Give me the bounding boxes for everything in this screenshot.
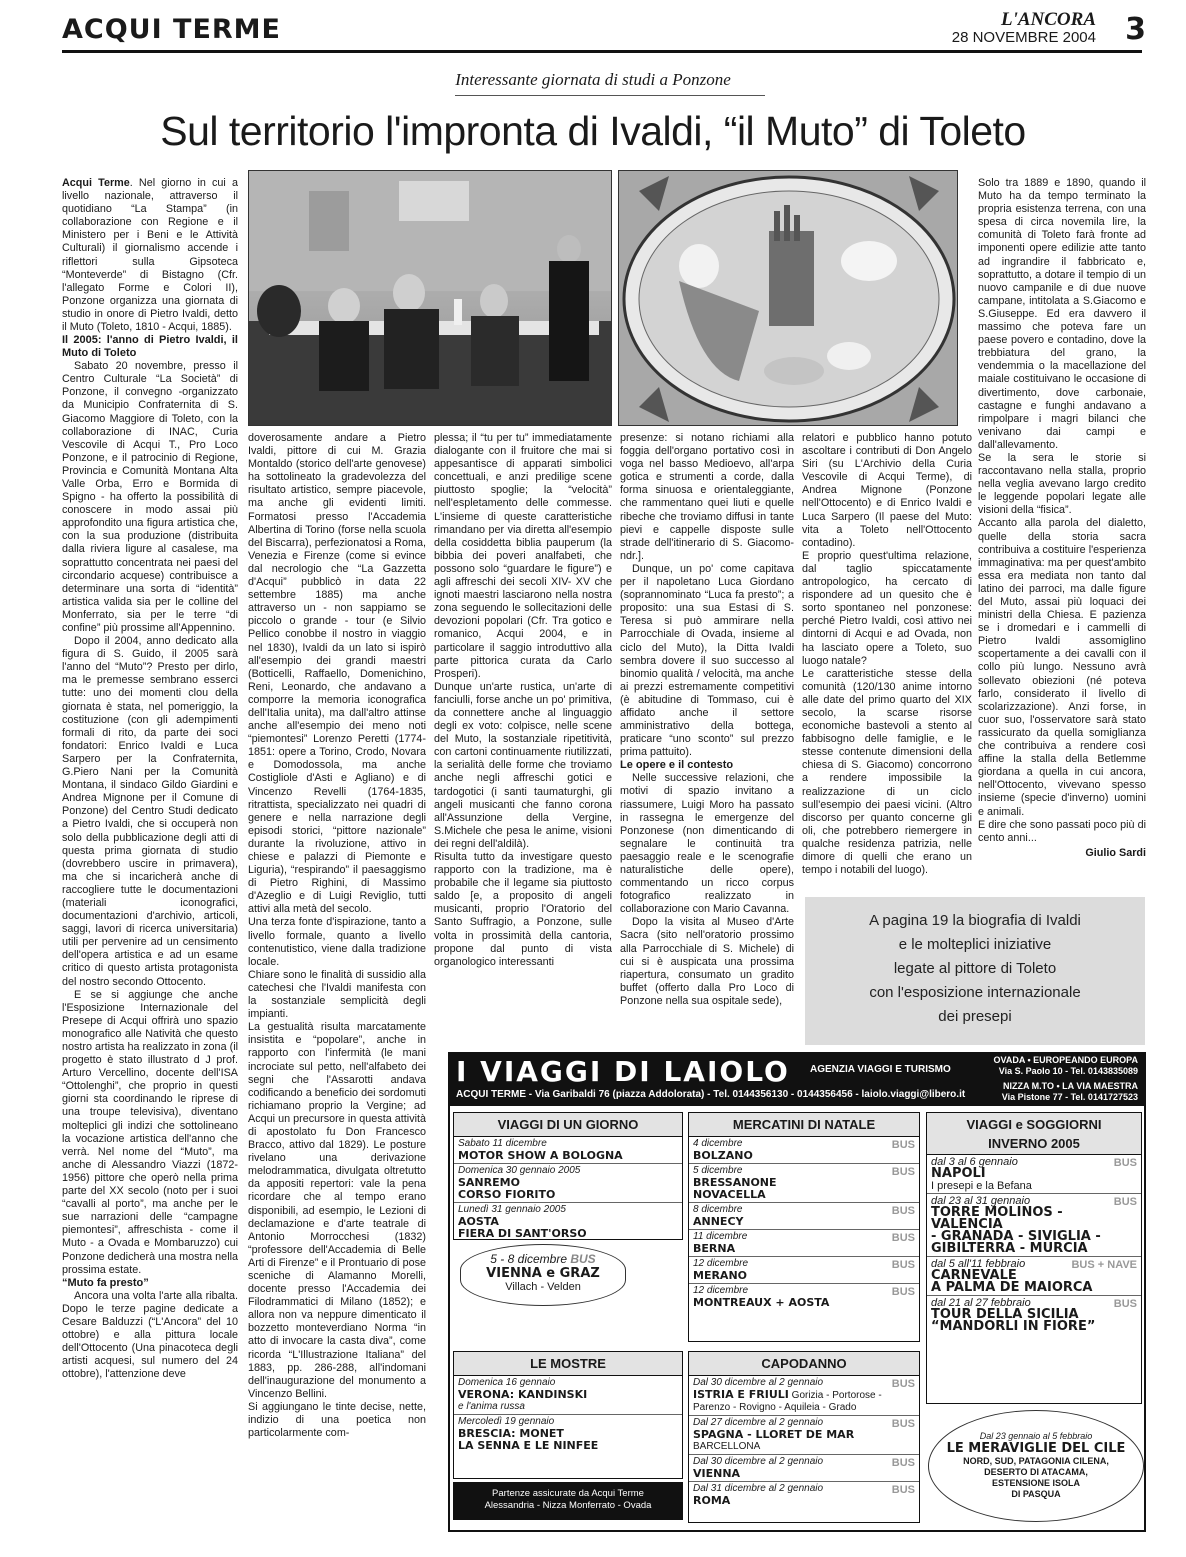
ad-section-heading: LE MOSTRE xyxy=(454,1352,682,1376)
ad-title: I VIAGGI DI LAIOLO xyxy=(456,1055,790,1088)
trip-date: 12 dicembre xyxy=(693,1258,749,1269)
article-column-6 xyxy=(978,177,1146,892)
bus-label: BUS xyxy=(891,1378,915,1390)
bus-label: BUS xyxy=(1113,1298,1137,1310)
ad-trip xyxy=(454,1164,682,1203)
ad-address: ACQUI TERME - Via Garibaldi 76 (piazza Addolorata) - Tel. 0144356130 - 0144356456 - laiolo.viaggi@libero.it xyxy=(456,1089,966,1100)
col4-paragraph: Dunque, un po' come capitava per il napoletano Luca Giordano (soprannominato “Luca fa presto”; a proposito: una sua Estasi di S. Teresa si può ammirare nella Parrocchiale di Ovada, insieme al ciclo del Muto), la Ditta Ivaldi sembra dovere il suo successo al binomio qualità / velocità, ma anche ai prezzi estremamente competitivi (è abitudine di Tommaso, cui è affidato anche il settore amministrativo della bottega, praticare “uno sconto” sul prezzo prima pattuito). xyxy=(620,562,794,759)
col1-paragraph: Ancora una volta l'arte alla ribalta. Dopo le terze pagine dedicate a Cesare Balduzzi (“L'Ancora” del 10 ottobre) e alla pittura locale dell'Ottocento (Una pinacoteca degli artisti acquesi, sul numero del 24 ottobre), l'attenzione deve xyxy=(62,1289,238,1381)
ad-exhibitions xyxy=(453,1351,683,1479)
bus-label: BUS xyxy=(891,1484,915,1496)
heading-line: INVERNO 2005 xyxy=(988,1136,1080,1151)
trip-date: dal 3 al 6 gennaio xyxy=(931,1156,1018,1168)
chile-date: Dal 23 gennaio al 5 febbraio xyxy=(979,1431,1093,1441)
ad-branch-ovada: OVADA • EUROPEANDO EUROPA xyxy=(993,1055,1138,1065)
ad-trip xyxy=(689,1164,919,1203)
ad-trip xyxy=(927,1257,1141,1296)
trip-destination: CORSO FIORITO xyxy=(458,1188,556,1201)
col6-text: Solo tra 1889 e 1890, quando il Muto ha da tempo terminato la propria esistenza terrena, con una spesa di circa novemila lire, la comunità di Toleto farà fronte ad imponenti opere edilizie atte tanto ad ingrandire il fabbricato e, soprattutto, a dotare il tempio di un nuovo campanile e di due nuove campane, intitolata a S.Giacomo e S.Giuseppe. Ed era davvero il massimo che poteva fare un paese povero e contadino, dove la trebbiatura del grano, la vendemmia o la macellazione del maiale costituivano le occasione di divertimento, dove carbonaie, castagne e funghi andavano a rimpolpare i magri bilanci che venivano dai campi e dall'allevamento. Se la sera le storie si raccontavano nella stalla, proprio nella veglia avevano largo credito le leggende popolari legate alle visioni della “fisica”. Accanto alla parola del dialetto, quelle della storia sacra contribuiva a costituire l'esperienza immaginativa: ma per quest'ambito essa era mediata non tanto dal latino dei parroci, ma dalle figure del Muto, assai più loquaci dei ministri della Chiesa. E pazienza se i dromedari e i cammelli di Pietro Ivaldi assomiglino scopertamente a dei cavalli con il collo più lungo. Nessuno avrà sollevato obiezioni (né poteva farlo, considerato il livello di scolarizzazione). Anzi forse, in cuor suo, l'osservatore sarà stato rassicurato da quella somiglianza che contribuiva a rendere così affine la stalla della Betlemme giordana a quella in cui ancora, nell'Ottocento, vivevano spesso insieme (specie d'inverno) uomini e animali. E dire che sono passati poco più di cento anni... xyxy=(978,177,1146,844)
col1-paragraph xyxy=(62,177,238,334)
ad-trip xyxy=(689,1203,919,1230)
article-column-1 xyxy=(62,177,238,1532)
trip-destination: NAPOLI xyxy=(931,1166,986,1181)
trip-destination: MERANO xyxy=(693,1269,748,1282)
article-column-4 xyxy=(620,432,794,1047)
col4-paragraph: presenze: si notano richiami alla foggia dell'organo portativo così in voga nel basso Medioevo, all'arpa gotica e strumenti a corde, dalla forma sinuosa e orientaleggiante, che rammentano quei liuti e quelle ribeche che troviamo diffusi in tante pievi e cappelle disposte sulle strade dell'itinerario di S. Giacomo- ndr.]. xyxy=(620,432,794,562)
ad-trip xyxy=(927,1296,1141,1334)
ad-trip xyxy=(454,1203,682,1241)
ad-trip xyxy=(927,1194,1141,1257)
trip-date: 11 dicembre xyxy=(693,1231,748,1242)
trip-destination: - GRANADA - SIVIGLIA - xyxy=(931,1229,1101,1244)
bus-label: BUS xyxy=(891,1457,915,1469)
trip-date: 12 dicembre xyxy=(693,1285,749,1296)
bus-label: BUS xyxy=(1113,1157,1137,1169)
trip-destination: LA SENNA E LE NINFEE xyxy=(458,1439,599,1452)
ad-trip xyxy=(454,1137,682,1164)
trip-sub: Gorizia - Portorose - Parenzo - Rovigno - Aquileia - Grado xyxy=(693,1390,882,1413)
trip-date: 4 dicembre xyxy=(693,1138,743,1149)
bus-label: BUS xyxy=(891,1232,915,1244)
ad-section-heading: CAPODANNO xyxy=(689,1352,919,1376)
trip-destination: CARNEVALE xyxy=(931,1268,1017,1283)
header-rule xyxy=(62,50,1142,53)
article-headline: Sul territorio l'impronta di Ivaldi, “il Muto” di Toleto xyxy=(160,108,1026,154)
trip-date: Mercoledì 19 gennaio xyxy=(458,1416,555,1427)
trip-destination: TOUR DELLA SICILIA xyxy=(931,1307,1079,1322)
article-column-3 xyxy=(434,432,612,1047)
kicker-rule xyxy=(455,95,765,96)
departures-line: Alessandria - Nizza Monferrato - Ovada xyxy=(484,1500,652,1511)
trip-destination: “MANDORLI IN FIORE” xyxy=(931,1319,1096,1334)
dateline: Acqui Terme xyxy=(62,177,130,189)
bus-label: BUS xyxy=(891,1205,915,1217)
ad-section-heading: MERCATINI DI NATALE xyxy=(689,1113,919,1137)
trip-destination: ISTRIA E FRIULI xyxy=(693,1388,789,1401)
article-column-5 xyxy=(802,432,972,892)
bus-label: BUS xyxy=(891,1139,915,1151)
ad-section-heading: VIAGGI DI UN GIORNO xyxy=(454,1113,682,1137)
biobox-line: con l'esposizione internazionale xyxy=(869,984,1081,1001)
col2-text: doverosamente andare a Pietro Ivaldi, pittore di cui M. Grazia Montaldo (storico dell'arte genovese) ha sottolineato la gradevolezza del risultato artistico, sempre piacevole, ma anche gli evidenti limiti. Formatosi presso l'Accademia Albertina di Torino (forse nella scuola del Biscarra), perfezionatosi a Roma, Venezia e Firenze (come si evince dal necrologio che “La Gazzetta d'Acqui” pubblicò in data 22 settembre 1885) ma anche attraverso un - non sappiamo se piccolo o grande - tour (e Silvio Pellico conobbe il nostro in viaggio nel 1830), Ivaldi da un lato si ispirò all'esempio dei grandi maestri (Botticelli, Raffaello, Domenichino, Reni, Leonardo, che andavano a comporre la memoria iconografica dell'Italia unita), ma dall'altro attinse anche all'esempio dei meno noti “piemontesi” Lorenzo Peretti (1774-1851: opere a Torino, Crodo, Novara e Domodossola, ma anche Costigliole d'Asti e Agliano) e di Vincenzo Revelli (1764-1835, ritrattista, specializzato nei quadri di genere e nella narrazione degli episodi storici, “pittore nazionale” durante la rivoluzione, attivo in chiese e palazzi di Piemonte e Liguria), “respirando” il paesaggismo di Pietro Righini, di Massimo d'Azeglio e di Luigi Reviglio, tutti attivi alla metà del secolo. Una terza fonte d'ispirazione, tanto a livello formale, quanto a livello contenutistico, viene dalla tradizione locale. Chiare sono le finalità di sussidio alla catechesi che l'Ivaldi manifesta con la sostanziale semplicità degli impianti. La gestualità risulta marcatamente insistita e “popolare”, anche in rapporto con l'infermità (le mani incrociate sul petto, nell'alfabeto dei segni che l'Assarotti andava codificando a beneficio dei sordomuti richiamano proprio la Vergine; ad Acqui un precursore in questa attività di apostolato fu Don Francesco Bracco, attivo dal 1829). Le posture rivelano una derivazione melodrammatica, divulgata oltretutto da appositi repertori: vale la pena ricordare che al tempo erano disponibili, ad esempio, le Lezioni di declamazione e d'arte teatrale di Antonio Morrocchesi (1832) “professore dell'Accademia di Belle Arti di Firenze” e il Prontuario di pose sceniche di Alamanno Morelli, docente presso l'Accademia dei Filodrammatici di Milano (1852); e allora non va neppure dimenticato il bozzetto monteverdiano Norma “in atto di invocare la casta diva”, come ricorda “L'Illustrazione Italiana” del 1883, pp. 286-288, all'indomani dell'inaugurazione del monumento a Vincenzo Bellini. Si aggiungano le tinte decise, nette, indizio di una poetica non particolarmente com- xyxy=(248,432,426,1440)
trip-sub: e l'anima russa xyxy=(458,1401,525,1412)
bus-label: BUS xyxy=(1113,1196,1137,1208)
col1-paragraph: E se si aggiunge che anche l'Esposizione Internazionale del Presepe di Acqui offrirà uno spazio monografico alle Natività che questo nostro artista ha realizzato in zona (il progetto è stato illustrato d J prof. Arturo Vercellino, docente dell'ISA “Ottolenghi”, che proprio in questi giorni sta coordinando le riprese di una troupe televisiva), diventano molteplici gli indizi che sottolineano la vocazione artistica dell'anno che verrà. Nel nome del “Muto”, ma anche di Alessandro Viazzi (1872-1956) pittore che operò nella prima parte del XX secolo (noto per i suoi “cavalli al porto”, ma anche per le sue narrazioni delle “campagne piemontesi”, affreschista - come il Muto - a Ovada e Mombaruzzo) cui Ponzone dedicherà una mostra nella prossima estate. xyxy=(62,988,238,1276)
trip-destination: NOVACELLA xyxy=(693,1188,766,1201)
section-title: ACQUI TERME xyxy=(62,14,281,45)
trip-destination: TORRE MOLINOS - VALENCIA xyxy=(931,1205,1063,1232)
departures-line: Partenze assicurate da Acqui Terme xyxy=(492,1488,644,1499)
ad-trip xyxy=(689,1230,919,1257)
page-number: 3 xyxy=(1125,12,1146,47)
ad-branch-ovada-addr: Via S. Paolo 10 - Tel. 0143835089 xyxy=(998,1066,1138,1076)
ad-branch-nizza-addr: Via Pistone 77 - Tel. 0141727523 xyxy=(1001,1092,1138,1102)
col5-text: relatori e pubblico hanno potuto ascoltare i contributi di Don Angelo Siri (su L'Archivio della Curia Vescovile di Acqui Terme), di Andrea Mignone (Ponzone nell'Ottocento) e di Enrico Ivaldi e Luca Sarpero (Il paese del Muto: vita a Toleto nell'Ottocento contadino). E proprio quest'ultima relazione, dal taglio spiccatamente antropologico, ha cercato di rispondere ad un quesito che è sorto spontaneo nel ponzonese: perché Pietro Ivaldi, così attivo nei dintorni di Acqui e ad Ovada, non ha lasciato opere a Toleto, suo luogo natale? Le caratteristiche stesse della comunità (120/130 anime intorno alle date del primo quarto del XIX secolo, la scarse risorse economiche bastevoli a stento al fabbisogno delle famiglie, e le stesse contenute dimensioni della chiesa di S. Giacomo) concorrono a rendere impossibile la realizzazione di un ciclo sull'esempio dei paesi vicini. (Altro discorso per quanto concerne gli oli, che potrebbero riemergere in qualche residenza patrizia, nelle dimore di quelli che erano un tempo i notabili del luogo). xyxy=(802,432,972,877)
trip-destination: A PALMA DE MAIORCA xyxy=(931,1280,1093,1295)
chile-sub: NORD, SUD, PATAGONIA CILENA, xyxy=(963,1456,1109,1466)
trip-date: Dal 31 dicembre al 2 gennaio xyxy=(693,1483,824,1494)
col1-text: . Nel giorno in cui a livello nazionale, attraverso il quotidiano “La Stampa” (in collaborazione con Regione e il Ministero per i Beni e le Attività Culturali) il giornalismo accende i riflettori sulla Gipsoteca “Monteverde” di Bistagno (Cfr. l'allegato Forme e Colori II), Ponzone organizza una giornata di studio in onore di Pietro Ivaldi, detto il Muto (Toleto, 1810 - Acqui, 1885). xyxy=(62,177,238,334)
ad-trip xyxy=(689,1137,919,1164)
ad-trip xyxy=(689,1455,919,1482)
trip-destination: ANNECY xyxy=(693,1215,744,1228)
trip-destination: MOTOR SHOW A BOLOGNA xyxy=(458,1149,623,1162)
trip-date: Dal 30 dicembre al 2 gennaio xyxy=(693,1456,824,1467)
bus-label: BUS xyxy=(891,1418,915,1430)
trip-date: Lunedì 31 gennaio 2005 xyxy=(458,1204,566,1215)
vienna-date: 5 - 8 dicembre BUS xyxy=(490,1252,596,1266)
travel-advertisement xyxy=(448,1052,1146,1532)
trip-date: 5 dicembre xyxy=(693,1165,743,1176)
trip-destination: SPAGNA - LLORET DE MAR xyxy=(693,1428,855,1441)
trip-destination: SANREMO xyxy=(458,1176,520,1189)
biography-box xyxy=(805,897,1145,1045)
trip-destination: FIERA DI SANT'ORSO xyxy=(458,1227,587,1240)
biobox-line: dei presepi xyxy=(938,1008,1012,1025)
trip-date: dal 23 al 31 gennaio xyxy=(931,1195,1031,1207)
col4-paragraph: Dopo la visita al Museo d'Arte Sacra (sito nell'oratorio prossimo alla Parrocchiale di S. Michele) di cui si è auspicata una prossima riapertura, consumato un gradito buffet (offerto dalla Pro Loco di Ponzone nella sua ospitale sede), xyxy=(620,916,794,1007)
masthead xyxy=(952,10,1096,46)
subheading: Le opere e il contesto xyxy=(620,759,734,772)
heading-line: VIAGGI e SOGGIORNI xyxy=(966,1117,1102,1132)
col3-text: plessa; il “tu per tu” immediatamente dialogante con il fruitore che mai si appesantisce di apparati simbolici concettuali, e anzi predilige scene piuttosto spoglie; la “velocità” nell'espletamento delle commesse. L'insieme di queste caratteristiche rimandano per via diretta all'esempio della cosiddetta biblia pauperum (la bibbia dei poveri analfabeti, che possono solo “guardare le figure”) e agli affreschi dei secoli XIV- XV che ignoti maestri lasciarono nella nostra zona seguendo le sollecitazioni delle devozioni popolari (Cfr. Tra gotico e romanico, Acqui 2004, e in particolare il saggio introduttivo alla parte pittorica curata da Carlo Prosperi). Dunque un'arte rustica, un'arte di fanciulli, forse anche un po' primitiva, da connettere anche al linguaggio degli ex voto: colpisce, nelle scene del Muto, la sostanziale ripetitività, con cartoni continuamente riutilizzati, la serialità delle forme che troviamo anche negli affreschi gotici e tardogotici (i santi taumaturghi, gli angeli musicanti che fanno corona all'Assunzione della Vergine, S.Michele che pesa le anime, visioni dei regni dell'aldilà). Risulta tutto da investigare questo rapporto con la tradizione, ma è probabile che il legame sia piuttosto saldo [e, a proposito di angeli musicanti, proprio l'Oratorio del Santo Suffragio, a Ponzone, sulle volta in prossimità della cantoria, propone dal punto di vista organologico interessanti xyxy=(434,432,612,968)
vienna-destination: VIENNA e GRAZ xyxy=(486,1266,600,1281)
trip-destination: GIBILTERRA - MURCIA xyxy=(931,1241,1088,1256)
ad-branch-nizza: NIZZA M.TO • LA VIA MAESTRA xyxy=(1003,1081,1138,1091)
vienna-sub: Villach - Velden xyxy=(505,1281,581,1293)
trip-sub: I presepi e la Befana xyxy=(931,1180,1032,1192)
issue-date: 28 NOVEMBRE 2004 xyxy=(951,28,1096,46)
paper-logo: L'ANCORA xyxy=(1000,9,1096,30)
ad-new-year xyxy=(688,1351,920,1523)
trip-destination: VIENNA xyxy=(693,1467,741,1480)
ad-banner xyxy=(450,1054,1144,1106)
trip-sub: BARCELLONA xyxy=(693,1441,761,1452)
trip-date: 8 dicembre xyxy=(693,1204,743,1215)
trip-date: Domenica 16 gennaio xyxy=(458,1377,556,1388)
ad-departures-note xyxy=(453,1482,683,1520)
col4-paragraph: Nelle successive relazioni, che motivi di spazio invitano a riassumere, Luigi Moro ha passato in rassegna le emergenze del Ponzonese (non dimenticando di segnalare le continuità tra paesaggio reale e le scenografie naturalistiche delle opere), commentando un ricco corpus fotografico realizzato in collaborazione con Mario Cavanna. xyxy=(620,772,794,916)
trip-date: Dal 27 dicembre al 2 gennaio xyxy=(693,1417,824,1428)
ad-trip xyxy=(689,1482,919,1508)
article-column-2 xyxy=(248,432,426,1532)
bus-label: BUS + NAVE xyxy=(1071,1259,1137,1271)
ad-tagline: AGENZIA VIAGGI E TURISMO xyxy=(810,1064,951,1075)
trip-destination: BOLZANO xyxy=(693,1149,753,1162)
trip-date: dal 21 al 27 febbraio xyxy=(931,1297,1031,1309)
ad-vienna-offer xyxy=(460,1244,626,1306)
trip-destination: BRESSANONE xyxy=(693,1176,777,1189)
chile-title: LE MERAVIGLIE DEL CILE xyxy=(946,1441,1126,1456)
trip-date: Sabato 11 dicembre xyxy=(458,1138,547,1149)
subheading: “Muto fa presto” xyxy=(62,1276,149,1289)
bus-label: BUS xyxy=(891,1166,915,1178)
ad-day-trips xyxy=(453,1112,683,1240)
chile-sub: DI PASQUA xyxy=(1011,1489,1061,1499)
ad-section-heading xyxy=(927,1113,1141,1155)
conference-photo xyxy=(248,170,612,426)
author-signature: Giulio Sardi xyxy=(1085,846,1146,859)
chile-sub: DESERTO DI ATACAMA, xyxy=(984,1467,1088,1477)
subheading: Il 2005: l'anno di Pietro Ivaldi, il Muto di Toleto xyxy=(62,334,238,360)
article-kicker: Interessante giornata di studi a Ponzone xyxy=(455,70,731,89)
biobox-line: A pagina 19 la biografia di Ivaldi xyxy=(869,912,1081,929)
ad-trip xyxy=(689,1257,919,1284)
ad-trip xyxy=(689,1416,919,1455)
bus-label: BUS xyxy=(891,1286,915,1298)
biobox-line: e le molteplici iniziative xyxy=(898,936,1052,953)
col1-paragraph: Sabato 20 novembre, presso il Centro Culturale “La Società” di Ponzone, il convegno -organizzato da Municipio Confraternita di S. Giacomo Maggiore di Toleto, con la collaborazione di INAC, Curia Vescovile di Acqui T., Pro Loco Ponzone, e il patrocinio di Regione, Provincia e Comunità Montana Alta Valle Orba, Erro e Bormida di Spigno - ha offerto la possibilità di conoscere in modo assai più approfondito una figura artistica che, con la sua produzione (distribuita dalla riviera ligure al casalese, ma soprattutto concentrata nei paesi del circondario acquese) contribuisce a determinare una sorta di “identità” artistica valida sia per le colline del Monferrato, sia per le terre “di confine” più prossime all'Appennino. xyxy=(62,360,238,634)
bus-label: BUS xyxy=(891,1259,915,1271)
ad-trip xyxy=(689,1284,919,1310)
fresco-photo xyxy=(618,170,958,426)
bus-label: BUS xyxy=(570,1252,596,1266)
biobox-line: legate al pittore di Toleto xyxy=(893,960,1057,977)
trip-date: dal 5 all'11 febbraio xyxy=(931,1258,1026,1270)
ad-winter-stays xyxy=(926,1112,1142,1404)
ad-trip xyxy=(927,1155,1141,1194)
trip-destination: BERNA xyxy=(693,1242,736,1255)
trip-date: Dal 30 dicembre al 2 gennaio xyxy=(693,1377,824,1388)
trip-destination: AOSTA xyxy=(458,1215,499,1228)
trip-destination: ROMA xyxy=(693,1494,731,1507)
trip-date: Domenica 30 gennaio 2005 xyxy=(458,1165,581,1176)
trip-destination: BRESCIA: MONET xyxy=(458,1427,564,1440)
chile-sub: ESTENSIONE ISOLA xyxy=(991,1478,1080,1488)
trip-destination: MONTREAUX + AOSTA xyxy=(693,1296,830,1309)
ad-trip xyxy=(689,1376,919,1416)
col1-paragraph: Dopo il 2004, anno dedicato alla figura di S. Guido, il 2005 sarà l'anno del “Muto”? Presto per dirlo, ma le premesse sembrano esserci tutte: uno dei momenti clou della giornata è stata, nel pomeriggio, la costituzione (con gli adempimenti formali di rito, da parte dei soci fondatori: Enrico Ivaldi e Luca Sarpero per la Confraternita, G.Piero Nani per la Comunità Montana, il sindaco Gildo Giardini e Andrea Mignone per il Comune di Ponzone) del Centro Studi dedicato a Pietro Ivaldi, che si occuperà non solo della pubblicazione degli atti di questa prima giornata di studio (dovrebbero uscire in primavera), ma che si incaricherà anche di raccogliere tutte le documentazioni (materiali iconografici, documentazioni d'archivio, articoli, saggi, lavori di ricerca universitaria) utili per pervenire ad un censimento dell'opera artistica e ad un esame critico di questo artista protagonista del nostro secondo Ottocento. xyxy=(62,635,238,988)
ad-trip xyxy=(454,1415,682,1453)
ad-trip xyxy=(454,1376,682,1415)
trip-destination: VERONA: KANDINSKI xyxy=(458,1388,588,1401)
ad-chile-offer xyxy=(928,1410,1144,1522)
ad-christmas-markets xyxy=(688,1112,920,1342)
